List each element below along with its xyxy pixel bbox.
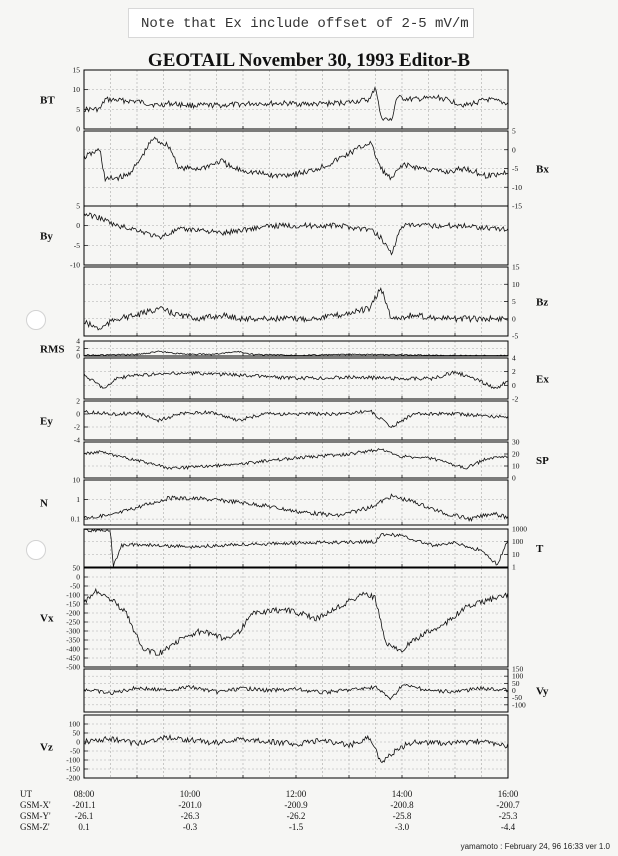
y-tick-label: -150	[66, 599, 80, 609]
y-tick-label: 150	[512, 664, 524, 674]
panel-bz	[84, 267, 508, 336]
y-tick-label: 2	[512, 367, 516, 377]
orbit-row-label: GSM-Y'	[20, 811, 51, 821]
y-tick-label: 10	[72, 85, 80, 95]
orbit-table-cell: -26.2	[286, 811, 306, 821]
panel-vx	[84, 568, 508, 667]
panel-label: Bx	[536, 163, 549, 176]
y-tick-label: 50	[512, 678, 520, 688]
y-tick-label: 4	[512, 353, 516, 363]
orbit-table-cell: 08:00	[73, 789, 95, 799]
panel-label: By	[40, 230, 53, 243]
y-tick-label: 2	[76, 344, 80, 353]
y-tick-label: 1000	[512, 524, 527, 534]
orbit-table-cell: -200.9	[284, 800, 308, 810]
y-tick-label: 30	[512, 437, 520, 447]
y-tick-label: -500	[66, 662, 80, 672]
panel-ey	[84, 401, 508, 440]
orbit-table-cell: 14:00	[391, 789, 413, 799]
panel-label: Vy	[536, 685, 549, 698]
y-tick-label: -10	[70, 260, 80, 270]
y-tick-label: -400	[66, 644, 80, 654]
binder-hole-icon	[26, 310, 46, 330]
y-tick-label: 2	[76, 396, 80, 406]
series-line-t	[84, 530, 508, 567]
panel-bt	[84, 70, 508, 129]
y-tick-label: 50	[72, 563, 80, 573]
y-tick-label: -350	[66, 635, 80, 645]
orbit-table-cell: 16:00	[497, 789, 519, 799]
orbit-table-cell: -4.4	[500, 822, 516, 832]
orbit-table-cell: 12:00	[285, 789, 307, 799]
y-tick-label: -50	[512, 693, 522, 703]
y-tick-label: 20	[512, 449, 520, 459]
panel-vy	[84, 669, 508, 712]
y-tick-label: 5	[76, 104, 80, 114]
y-tick-label: 10	[512, 461, 520, 471]
y-tick-label: -10	[512, 182, 522, 192]
orbit-table-cell: -200.8	[390, 800, 414, 810]
panel-label: N	[40, 497, 48, 510]
panel-by	[84, 206, 508, 265]
y-tick-label: -300	[66, 626, 80, 636]
panel-label: Vz	[40, 741, 53, 754]
y-tick-label: 50	[72, 728, 80, 738]
chart-title: GEOTAIL November 30, 1993 Editor-B	[147, 50, 471, 71]
y-tick-label: -2	[73, 422, 80, 432]
orbit-row-label: UT	[20, 789, 32, 799]
y-tick-label: -50	[70, 746, 80, 756]
orbit-table-cell: -201.1	[72, 800, 96, 810]
y-tick-label: 1	[76, 495, 80, 505]
y-tick-label: 0	[512, 473, 516, 483]
panel-label: Bz	[536, 296, 549, 309]
panel-rms	[84, 341, 508, 356]
y-tick-label: 0	[76, 124, 80, 134]
orbit-table-cell: -26.3	[180, 811, 200, 821]
y-tick-label: 0	[512, 145, 516, 155]
y-tick-label: 0.1	[70, 514, 80, 524]
orbit-table-cell: -26.1	[74, 811, 94, 821]
y-tick-label: -250	[66, 617, 80, 627]
y-tick-label: 0	[512, 314, 516, 324]
orbit-table-cell: -201.0	[178, 800, 202, 810]
y-tick-label: 5	[512, 297, 516, 306]
note-banner: Note that Ex include offset of 2-5 mV/m	[128, 8, 474, 38]
orbit-table-cell: -200.7	[496, 800, 520, 810]
y-tick-label: -5	[512, 331, 519, 341]
y-tick-label: -100	[512, 700, 526, 710]
orbit-table-cell: -25.8	[392, 811, 412, 821]
y-tick-label: 0	[76, 572, 80, 582]
y-tick-label: 5	[512, 126, 516, 136]
y-tick-label: 0	[76, 737, 80, 747]
y-tick-label: -100	[66, 590, 80, 600]
panel-bx	[84, 131, 508, 206]
y-tick-label: -200	[66, 773, 80, 783]
orbit-table-cell: 10:00	[179, 789, 201, 799]
panel-label: RMS	[40, 343, 65, 356]
binder-hole-icon	[26, 540, 46, 560]
panel-sp	[84, 442, 508, 478]
y-tick-label: -450	[66, 653, 80, 663]
y-tick-label: -50	[70, 581, 80, 591]
y-tick-label: -4	[73, 435, 80, 445]
y-tick-label: 10	[72, 475, 80, 485]
panel-t	[84, 529, 508, 567]
panel-ex	[84, 358, 508, 399]
y-tick-label: -5	[512, 164, 519, 173]
panel-frame	[84, 480, 508, 525]
y-tick-label: 15	[512, 262, 520, 272]
panel-vz	[84, 715, 508, 778]
y-tick-label: 10	[512, 549, 520, 559]
y-tick-label: 1	[512, 562, 516, 572]
panel-label: T	[536, 543, 544, 555]
y-tick-label: 0	[76, 221, 80, 231]
y-tick-label: -200	[66, 608, 80, 618]
y-tick-label: -150	[66, 764, 80, 774]
orbit-table-cell: -1.5	[288, 822, 304, 832]
y-tick-label: 0	[512, 380, 516, 390]
y-tick-label: 100	[512, 671, 524, 681]
y-tick-label: 15	[72, 65, 80, 75]
orbit-table-cell: -25.3	[498, 811, 518, 821]
panel-label: SP	[536, 455, 549, 467]
panel-label: Vx	[40, 612, 54, 625]
y-tick-label: 4	[76, 336, 80, 346]
orbit-table-cell: 0.1	[78, 822, 90, 832]
orbit-row-label: GSM-X'	[20, 800, 51, 810]
y-tick-label: 0	[512, 686, 516, 695]
footer-credit: yamamoto : February 24, 96 16:33 ver 1.0	[460, 842, 610, 851]
y-tick-label: -100	[66, 755, 80, 765]
y-tick-label: 10	[512, 279, 520, 289]
orbit-table-cell: -0.3	[182, 822, 198, 832]
orbit-row-label: GSM-Z'	[20, 822, 50, 832]
y-tick-label: 100	[68, 719, 80, 729]
panel-n	[84, 480, 508, 525]
panel-label: Ey	[40, 415, 53, 428]
panel-label: Ex	[536, 373, 549, 386]
y-tick-label: 5	[76, 201, 80, 211]
y-tick-label: -15	[512, 201, 522, 211]
y-tick-label: 100	[512, 537, 524, 547]
orbit-table-cell: -3.0	[394, 822, 410, 832]
y-tick-label: -5	[73, 240, 80, 250]
panel-label: BT	[40, 94, 55, 107]
y-tick-label: -2	[512, 394, 519, 404]
y-tick-label: 0	[76, 409, 80, 419]
y-tick-label: 0	[76, 351, 80, 361]
